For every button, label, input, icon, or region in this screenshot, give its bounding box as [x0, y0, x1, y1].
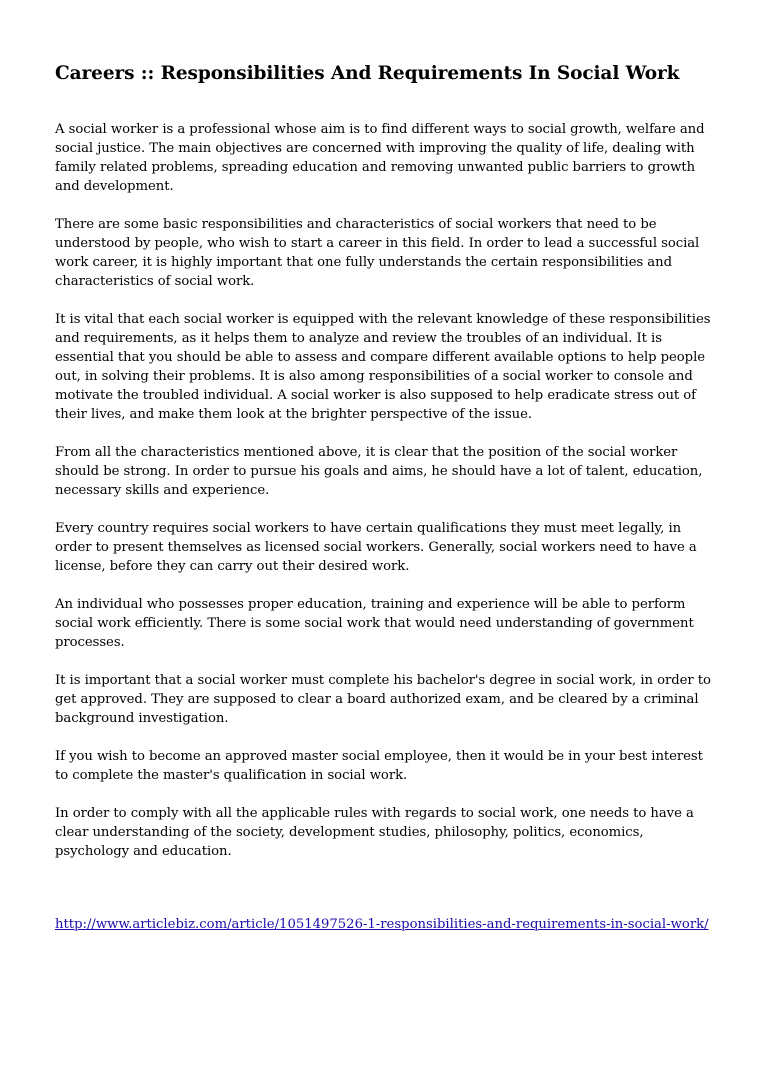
paragraph-bachelors-degree: It is important that a social worker must complete his bachelor's degree in social work, in order to get approved. They are supposed to clear a board authorized exam, and be cleared by a criminal background investigation. — [55, 673, 711, 726]
paragraph-knowledge: It is vital that each social worker is equipped with the relevant knowledge of these responsibilities and requirements, as it helps them to analyze and review the troubles of an individual. It is essential that you should be able to assess and compare different available options to help people out, in solving their problems. It is also among responsibilities of a social worker to console and motivate the troubled individual. A social worker is also supposed to help eradicate stress out of their lives, and make them look at the brighter perspective of the issue. — [55, 312, 711, 422]
source-link[interactable]: http://www.articlebiz.com/article/1051497526-1-responsibilities-and-requirements-in-social-work/ — [55, 917, 709, 932]
source-link-container — [55, 915, 715, 934]
paragraph-basic-responsibilities: There are some basic responsibilities and characteristics of social workers that need to be understood by people, who wish to start a career in this field. In order to lead a successful social work career, it is highly important that one fully understands the certain responsibilities and characteristics of social work. — [55, 217, 700, 289]
document-page — [55, 60, 715, 934]
paragraph-education-training: An individual who possesses proper education, training and experience will be able to perform social work efficiently. There is some social work that would need understanding of government processes. — [55, 597, 694, 650]
page-title: Careers :: Responsibilities And Requirements In Social Work — [55, 63, 680, 84]
paragraph-masters: If you wish to become an approved master social employee, then it would be in your best interest to complete the master's qualification in social work. — [55, 749, 703, 783]
paragraph-qualifications: Every country requires social workers to have certain qualifications they must meet legally, in order to present themselves as licensed social workers. Generally, social workers need to have a license, before they can carry out their desired work. — [55, 521, 697, 574]
paragraph-characteristics: From all the characteristics mentioned above, it is clear that the position of the social worker should be strong. In order to pursue his goals and aims, he should have a lot of talent, education, necessary skills and experience. — [55, 445, 703, 498]
paragraph-intro: A social worker is a professional whose aim is to find different ways to social growth, welfare and social justice. The main objectives are concerned with improving the quality of life, dealing with family related problems, spreading education and removing unwanted public barriers to growth and development. — [55, 122, 705, 194]
paragraph-rules: In order to comply with all the applicable rules with regards to social work, one needs to have a clear understanding of the society, development studies, philosophy, politics, economics, psychology and education. — [55, 806, 694, 859]
